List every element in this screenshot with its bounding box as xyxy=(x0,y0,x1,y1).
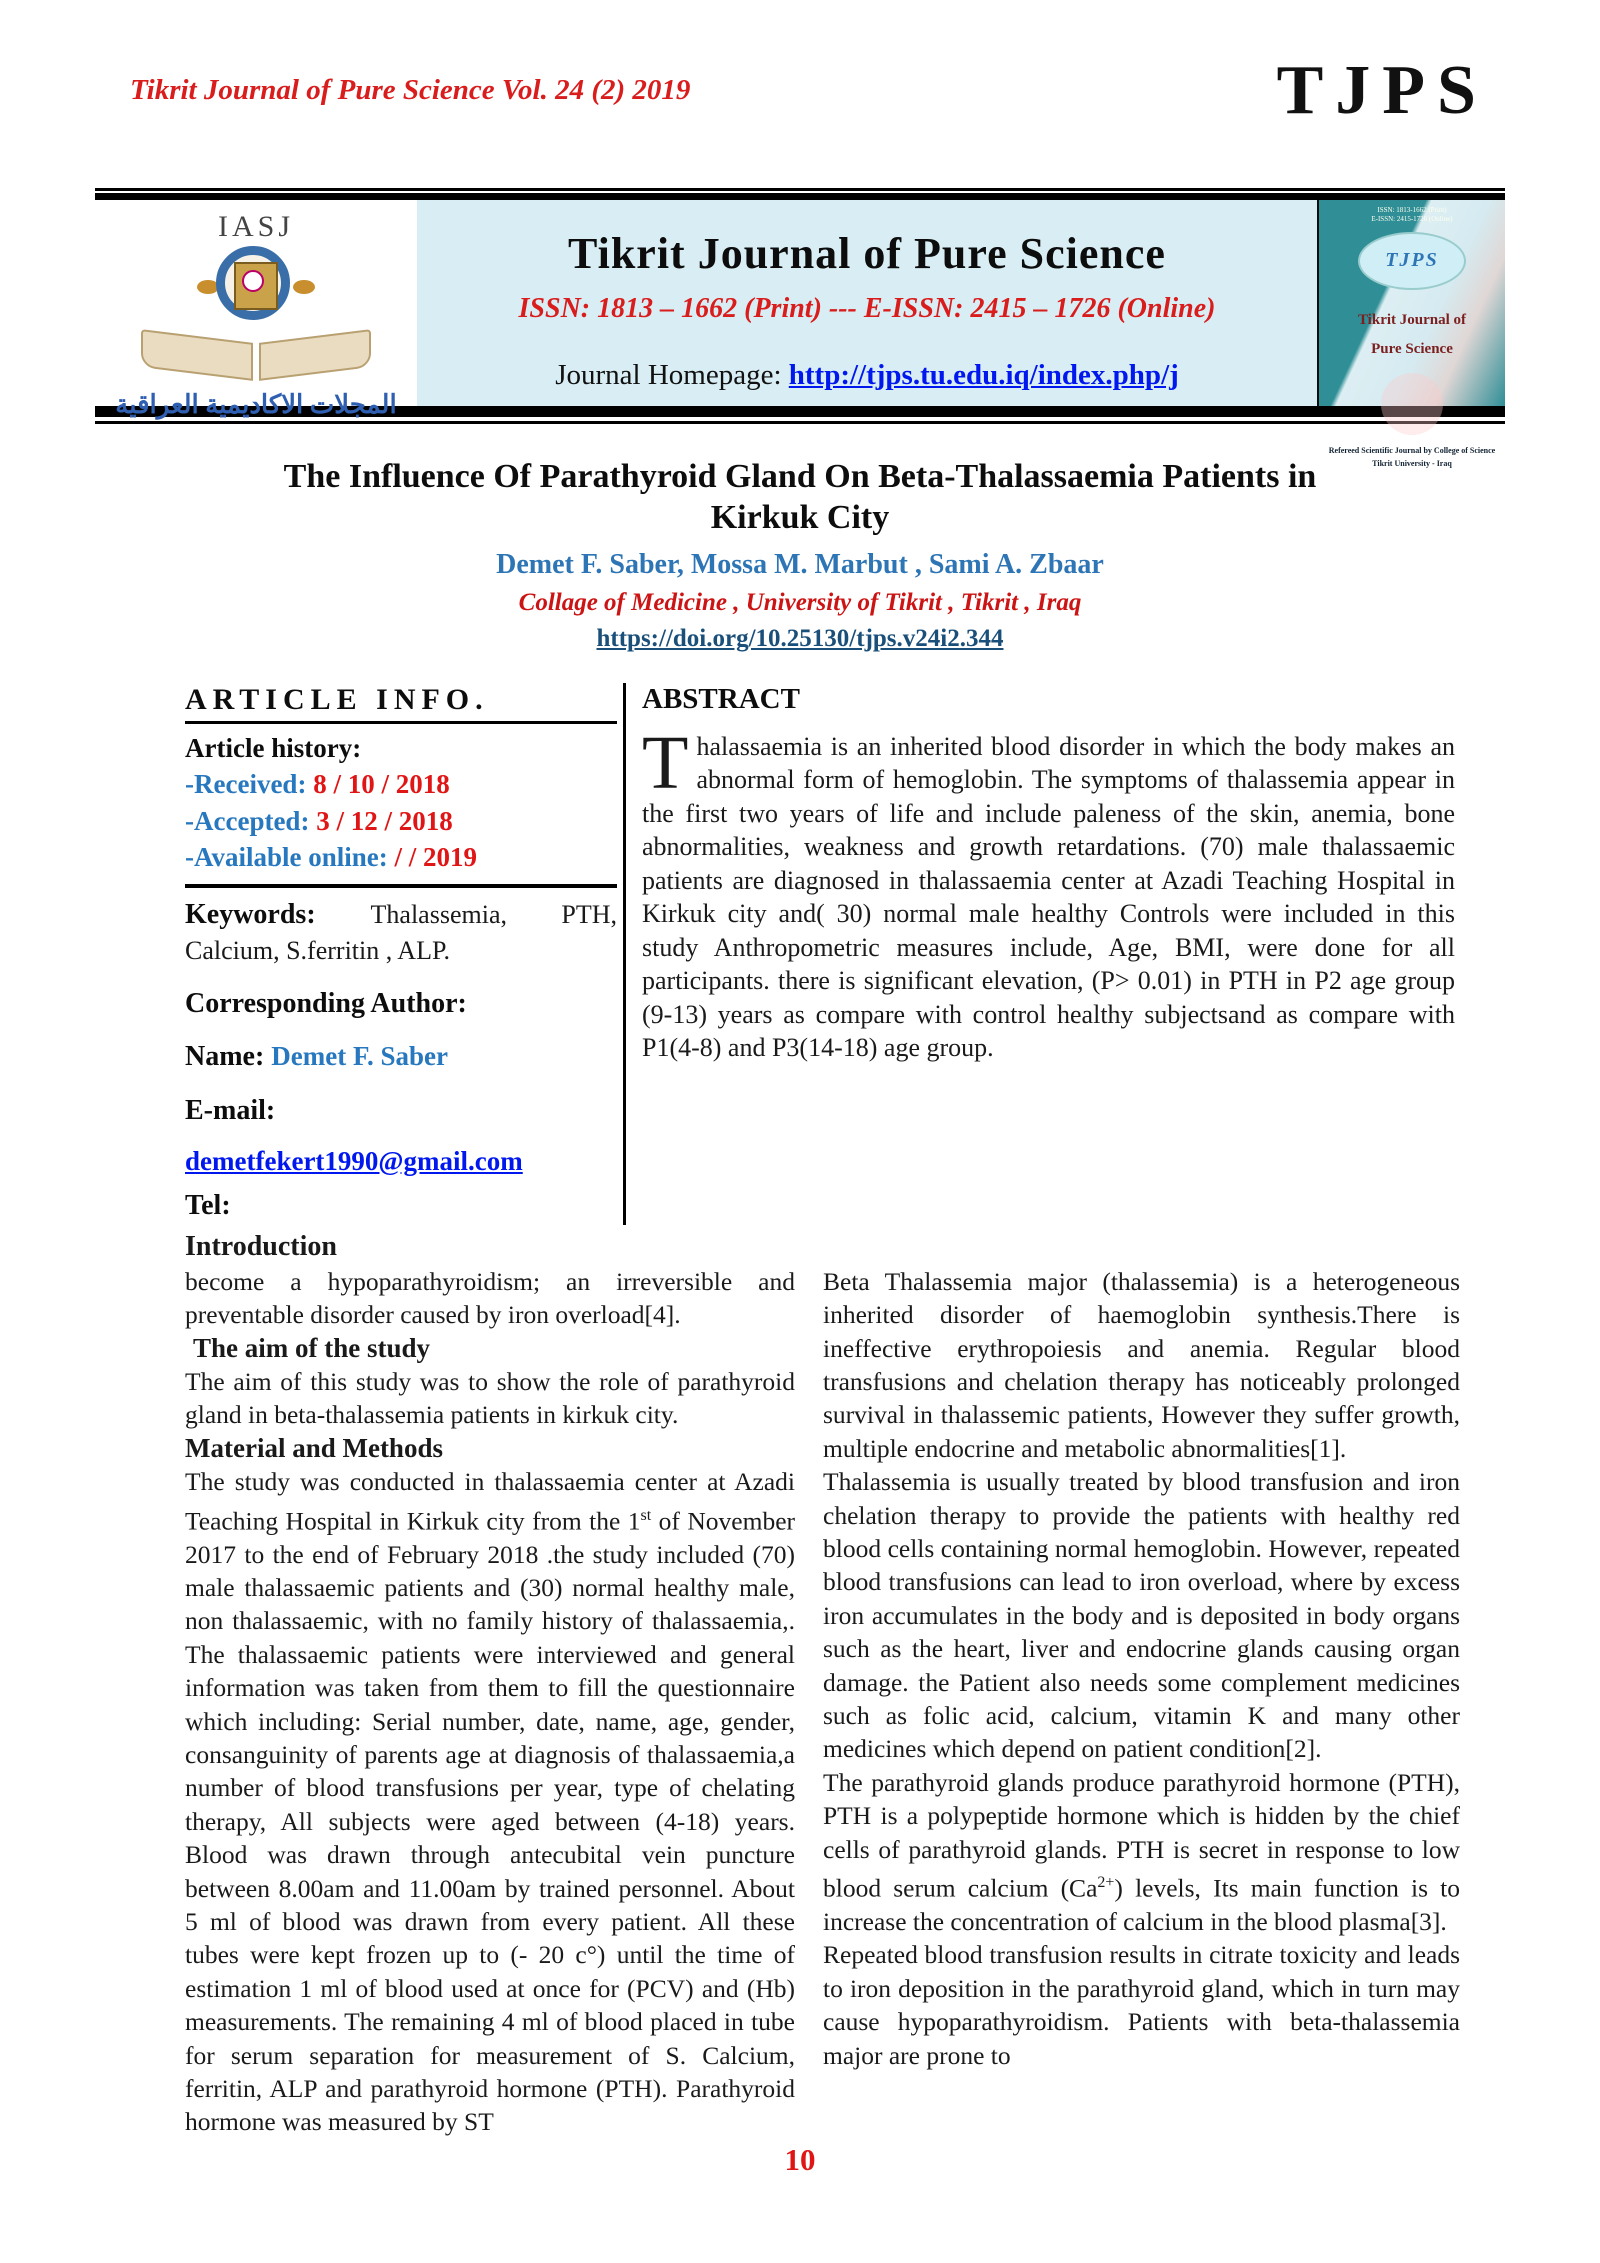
homepage-link[interactable]: http://tjps.tu.edu.iq/index.php/j xyxy=(788,359,1179,391)
paragraph-intro-continued: become a hypoparathyroidism; an irreversible and preventable disorder caused by iron overload[4]. xyxy=(185,1266,795,1330)
top-divider-thin-line xyxy=(95,188,1505,191)
email-line xyxy=(185,1146,617,1177)
email-link[interactable]: demetfekert1990@gmail.com xyxy=(185,1145,523,1176)
methods-text-b: of November 2017 to the end of February 2018 .the study included (70) male thalassaemic patients and (30) normal healthy male, non thalassaemic, with no family history of thalassaemia,. The thalassaemic patients were interviewed and general information was taken from them to fill the questionnaire which including: Serial number, date, name, age, gender, consanguinity of parents age at diagnosis of thalassaemia,a number of blood transfusions per year, type of chelating therapy, All subjects were aged between (4-18) years. Blood was drawn through antecubital vein puncture between 8.00am and 11.00am by trained personnel. About 5 ml of blood was drawn from every patient. All these tubes were kept frozen up to (- 20 c°) until the time of estimation 1 ml of blood used at once for (PCV) and (Hb) measurements. The remaining 4 ml of blood placed in tube for serum separation for measurement of S. Calcium, ferritin, ALP and parathyroid hormone (PTH). Parathyroid hormone was measured by ST xyxy=(185,1506,795,2137)
emblem-wing-right xyxy=(293,280,315,294)
pth-text-a: The parathyroid glands produce parathyroid hormone (PTH), PTH is a polypeptide hormone which is hidden by the chief cells of parathyroid glands. PTH is secret in response to low blood serum calcium (Ca xyxy=(823,1767,1460,1903)
accepted-date: 3 / 12 / 2018 xyxy=(316,805,453,836)
article-doi-line xyxy=(0,625,1600,653)
aim-heading: The aim of the study xyxy=(193,1332,431,1363)
cover-title-line2: Pure Science xyxy=(1371,340,1453,357)
journal-banner xyxy=(95,200,1505,468)
article-title-line1: The Influence Of Parathyroid Gland On Beta-Thalassaemia Patients in xyxy=(283,458,1317,495)
top-divider-thick-line xyxy=(95,193,1505,200)
iasj-logo-text: IASJ xyxy=(217,210,294,243)
keywords-line xyxy=(185,896,617,969)
banner-center xyxy=(417,200,1317,406)
keywords-value: Thalassemia, PTH, Calcium, S.ferritin , ALP. xyxy=(185,899,617,966)
tjps-wordmark: TJPS xyxy=(1276,52,1488,129)
body-column-left xyxy=(185,1265,795,2139)
banner-journal-name: Tikrit Journal of Pure Science xyxy=(568,229,1166,278)
homepage-label: Journal Homepage: xyxy=(555,359,782,391)
accepted-label: -Accepted: xyxy=(185,805,317,836)
methods-superscript: st xyxy=(640,1506,652,1524)
body-columns xyxy=(185,1265,1460,2139)
methods-heading: Material and Methods xyxy=(185,1432,443,1463)
iasj-arabic-label: المجلات الاكاديمية العراقية xyxy=(115,390,397,419)
article-title-block xyxy=(0,456,1600,653)
iasj-logo xyxy=(95,200,417,419)
paragraph-treatment: Thalassemia is usually treated by blood transfusion and iron chelation therapy to provide the patients with healthy red blood cells containing normal hemoglobin. However, repeated blood transfusions can lead to iron overload, where by excess iron accumulates in the body and is deposited in body organs such as the heart, liver and endocrine glands causing organ damage. the Patient also needs some complement medicines such as folic acid, calcium, vitamin K and many other medicines which depend on patient condition[2]. xyxy=(823,1467,1460,1764)
paragraph-citrate: Repeated blood transfusion results in citrate toxicity and leads to iron deposition in the parathyroid gland, which in turn may cause hypoparathyroidism. Patients with beta-thalassemia major are prone to xyxy=(823,1940,1460,2070)
body-column-right xyxy=(823,1265,1460,2139)
article-history-label: Article history: xyxy=(185,732,362,763)
book-page-right xyxy=(259,329,371,381)
methods-text-a: The study was conducted in thalassaemia center at Azadi Teaching Hospital in Kirkuk city from the 1 xyxy=(185,1467,795,1536)
cover-title xyxy=(1319,306,1505,363)
name-value: Demet F. Saber xyxy=(271,1041,449,1072)
banner-issn-line: ISSN: 1813 – 1662 (Print) --- E-ISSN: 2415 – 1726 (Online) xyxy=(518,293,1216,324)
abstract-panel xyxy=(626,683,1455,1225)
abstract-text xyxy=(642,720,1455,1065)
page-header xyxy=(0,0,1600,152)
journal-reference: Tikrit Journal of Pure Science Vol. 24 (2) 2019 xyxy=(130,74,691,106)
emblem-flower xyxy=(242,270,264,292)
pth-superscript: 2+ xyxy=(1097,1874,1115,1892)
abstract-body: halassaemia is an inherited blood disorder in which the body makes an abnormal form of hemoglobin. The symptoms of thalassemia appear in the first two years of life and include paleness of the skin, anemia, bone abnormalities, weakness and growth retardations. (70) male thalassaemic patients are diagnosed in thalassaemia center at Azadi Teaching Hospital in Kirkuk city and( 30) normal male healthy Controls were included in this study Anthropometric measures include, Age, BMI, were done for all participants. there is significant elevation, (P> 0.01) in PTH in P2 age group (9-13) years as compare with control healthy subjectsand as compare with P1(4-8) and P3(14-18) age group. xyxy=(642,731,1455,1063)
keywords-label: Keywords: xyxy=(185,898,371,930)
article-title-line2: Kirkuk City xyxy=(710,499,890,537)
author-name-line xyxy=(185,1038,617,1076)
received-line xyxy=(185,766,617,802)
article-authors: Demet F. Saber, Mossa M. Marbut , Sami A. Zbaar xyxy=(496,548,1104,580)
abstract-heading: ABSTRACT xyxy=(642,682,800,715)
article-affiliation: Collage of Medicine , University of Tikrit , Tikrit , Iraq xyxy=(518,588,1082,616)
paragraph-aim: The aim of this study was to show the role of parathyroid gland in beta-thalassemia patients in kirkuk city. xyxy=(185,1366,795,1430)
abstract-dropcap: T xyxy=(642,720,689,805)
email-label: E-mail: xyxy=(185,1095,276,1127)
article-info-panel xyxy=(185,683,617,1225)
corresponding-author-label: Corresponding Author: xyxy=(185,987,467,1019)
book-page-left xyxy=(141,329,253,381)
received-label: -Received: xyxy=(185,769,314,800)
cover-issn-small xyxy=(1319,206,1505,224)
name-label: Name: xyxy=(185,1041,272,1073)
accepted-line xyxy=(185,803,617,839)
tel-label: Tel: xyxy=(185,1189,231,1221)
cover-issn-print: ISSN: 1813-1662 (Print) xyxy=(1377,206,1447,214)
paragraph-pth xyxy=(823,1766,1460,1939)
banner-homepage-line xyxy=(417,359,1317,392)
article-info-rule-2 xyxy=(185,884,617,888)
doi-link[interactable]: https://doi.org/10.25130/tjps.v24i2.344 xyxy=(596,624,1004,652)
journal-cover-thumbnail xyxy=(1317,200,1505,468)
cover-issn-online: E-ISSN: 2415-1726 (Online) xyxy=(1371,215,1453,224)
article-info-heading: ARTICLE INFO. xyxy=(185,682,489,716)
paragraph-methods xyxy=(185,1465,795,2139)
paragraph-beta-thalassemia: Beta Thalassemia major (thalassemia) is a heterogeneous inherited disorder of haemoglobin synthesis.There is ineffective erythropoiesis and anemia. Regular blood transfusions and chelation therapy has noticeably prolonged survival in thalassemic patients, However they suffer growth, multiple endocrine and metabolic abnormalities[1]. xyxy=(823,1266,1460,1463)
received-date: 8 / 10 / 2018 xyxy=(313,769,450,800)
cover-tjps-oval: TJPS xyxy=(1358,232,1466,290)
pth-text-b: ) levels, Its main function is to increase the concentration of calcium in the blood plasma[3]. xyxy=(823,1873,1460,1936)
page-number: 10 xyxy=(784,2142,816,2177)
cover-footer-text xyxy=(1319,445,1505,471)
open-book-icon xyxy=(141,336,371,382)
available-online-label: -Available online: xyxy=(185,842,395,873)
top-divider xyxy=(95,188,1505,200)
info-abstract-section xyxy=(185,683,1455,1225)
article-info-rule-1 xyxy=(185,721,617,724)
available-online-line xyxy=(185,839,617,875)
iasj-emblem-icon xyxy=(201,246,311,342)
cover-footer-line1: Refereed Scientific Journal by College of Science xyxy=(1328,446,1496,456)
cover-footer-line2: Tikrit University - Iraq xyxy=(1372,458,1452,468)
banner-bottom-thin-line xyxy=(95,421,1505,424)
cover-watermark-emblem xyxy=(1381,373,1443,435)
available-online-date: / / 2019 xyxy=(394,842,478,873)
introduction-heading: Introduction xyxy=(185,1230,337,1262)
cover-title-line1: Tikrit Journal of xyxy=(1357,312,1467,329)
